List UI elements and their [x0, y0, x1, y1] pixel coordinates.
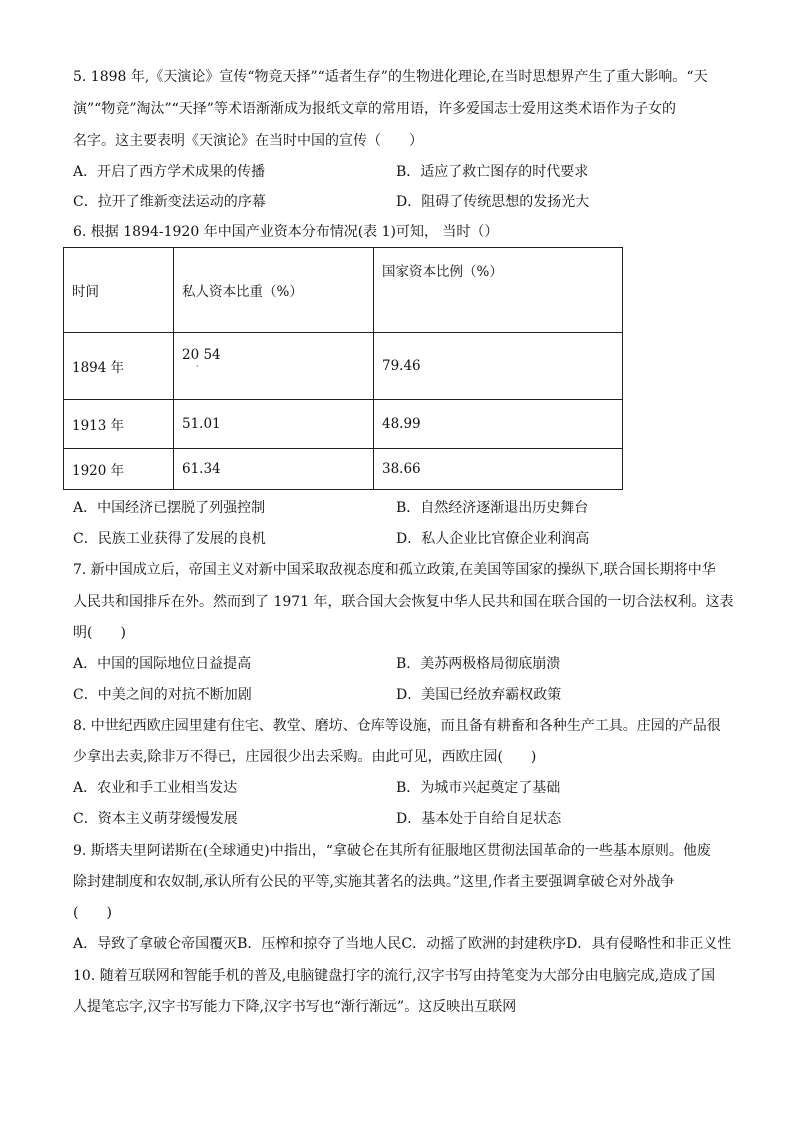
table-header-private: 私人资本比重（%）	[174, 248, 374, 333]
q6-stem: 6. 根据 1894-1920 年中国产业资本分布情况(表 1)可知， 当时（）	[73, 224, 499, 240]
q8-option-b: B．为城市兴起奠定了基础	[396, 780, 561, 796]
table-header-state: 国家资本比例（%）	[374, 248, 623, 333]
table-cell-state: 48.99	[374, 400, 623, 449]
table-cell-private: 61.34	[174, 449, 374, 490]
q7-stem-line-2: 人民共和国排斥在外。然而到了 1971 年，联合国大会恢复中华人民共和国在联合国的一切合法权利。这表	[73, 594, 734, 610]
table-row	[64, 333, 623, 400]
q9-stem-line-2: 除封建制度和农奴制,承认所有公民的平等,实施其著名的法典。”这里,作者主要强调拿破仑对外战争	[73, 874, 675, 890]
q9-stem-line-1: 9. 斯塔夫里阿诺斯在(全球通史)中指出，“拿破仑在其所有征服地区贯彻法国革命的一些基本原则。他废	[73, 843, 711, 859]
table-cell-private-value: 20 54	[182, 347, 221, 363]
table-header-row	[64, 248, 623, 333]
q5-stem-line-3: 名字。这主要表明《天演论》在当时中国的宣传（ ）	[73, 133, 423, 149]
q8-stem-line-1: 8. 中世纪西欧庄园里建有住宅、教堂、磨坊、仓库等设施，而且备有耕畜和各种生产工具。庄园的产品很	[73, 718, 721, 734]
capital-distribution-table	[63, 247, 623, 490]
q6-option-d: D．私人企业比官僚企业利润高	[396, 531, 590, 547]
q8-stem-line-2: 少拿出去卖,除非万不得已，庄园很少出去采购。由此可见，西欧庄园( )	[73, 749, 537, 765]
q9-stem-line-3: ( )	[73, 905, 112, 921]
table-row	[64, 449, 623, 490]
q5-option-b: B．适应了救亡图存的时代要求	[396, 164, 589, 180]
q6-option-c: C．民族工业获得了发展的良机	[73, 531, 266, 547]
q5-option-c: C．拉开了维新变法运动的序幕	[73, 194, 266, 210]
q5-stem-line-1: 5. 1898 年,《天演论》宣传“物竞天择”“适者生存”的生物进化理论,在当时思想界产生了重大影响。“天	[73, 69, 708, 85]
q5-option-a: A．开启了西方学术成果的传播	[73, 164, 266, 180]
stray-mark: ·	[196, 362, 199, 371]
q5-option-d: D．阻碍了传统思想的发扬光大	[396, 194, 590, 210]
q10-stem-line-2: 人提笔忘字,汉字书写能力下降,汉字书写也“渐行渐远”。这反映出互联网	[73, 999, 517, 1015]
q6-option-b: B．自然经济逐渐退出历史舞台	[396, 500, 589, 516]
table-header-time: 时间	[64, 248, 174, 333]
q7-option-d: D．美国已经放弃霸权政策	[396, 687, 562, 703]
q7-option-a: A．中国的国际地位日益提高	[73, 656, 252, 672]
q9-options: A．导致了拿破仑帝国覆灭B．压榨和掠夺了当地人民C．动摇了欧洲的封建秩序D．具有侵略性和非正义性	[73, 936, 732, 952]
q5-stem-line-2: 演”“物竞”淘汰”“天择”等术语渐渐成为报纸文章的常用语，许多爱国志士爱用这类术语作为子女的	[73, 101, 676, 117]
q7-stem-line-1: 7. 新中国成立后，帝国主义对新中国采取敌视态度和孤立政策,在美国等国家的操纵下,联合国长期将中华	[73, 562, 716, 578]
table-cell-private: 51.01	[174, 400, 374, 449]
q7-stem-line-3: 明( )	[73, 625, 126, 641]
table-cell-year: 1920 年	[64, 449, 174, 490]
table-cell-private	[174, 333, 374, 400]
table-cell-state: 79.46	[374, 333, 623, 400]
table-row	[64, 400, 623, 449]
q8-option-a: A．农业和手工业相当发达	[73, 780, 238, 796]
q8-option-d: D．基本处于自给自足状态	[396, 811, 562, 827]
q7-option-c: C．中美之间的对抗不断加剧	[73, 687, 252, 703]
table-cell-state: 38.66	[374, 449, 623, 490]
table-cell-year: 1913 年	[64, 400, 174, 449]
table-cell-year: 1894 年	[64, 333, 174, 400]
q6-option-a: A．中国经济已摆脱了列强控制	[73, 500, 266, 516]
q8-option-c: C．资本主义萌芽缓慢发展	[73, 811, 238, 827]
q7-option-b: B．美苏两极格局彻底崩溃	[396, 656, 561, 672]
q10-stem-line-1: 10. 随着互联网和智能手机的普及,电脑键盘打字的流行,汉字书写由持笔变为大部分由电脑完成,造成了国	[73, 968, 716, 984]
